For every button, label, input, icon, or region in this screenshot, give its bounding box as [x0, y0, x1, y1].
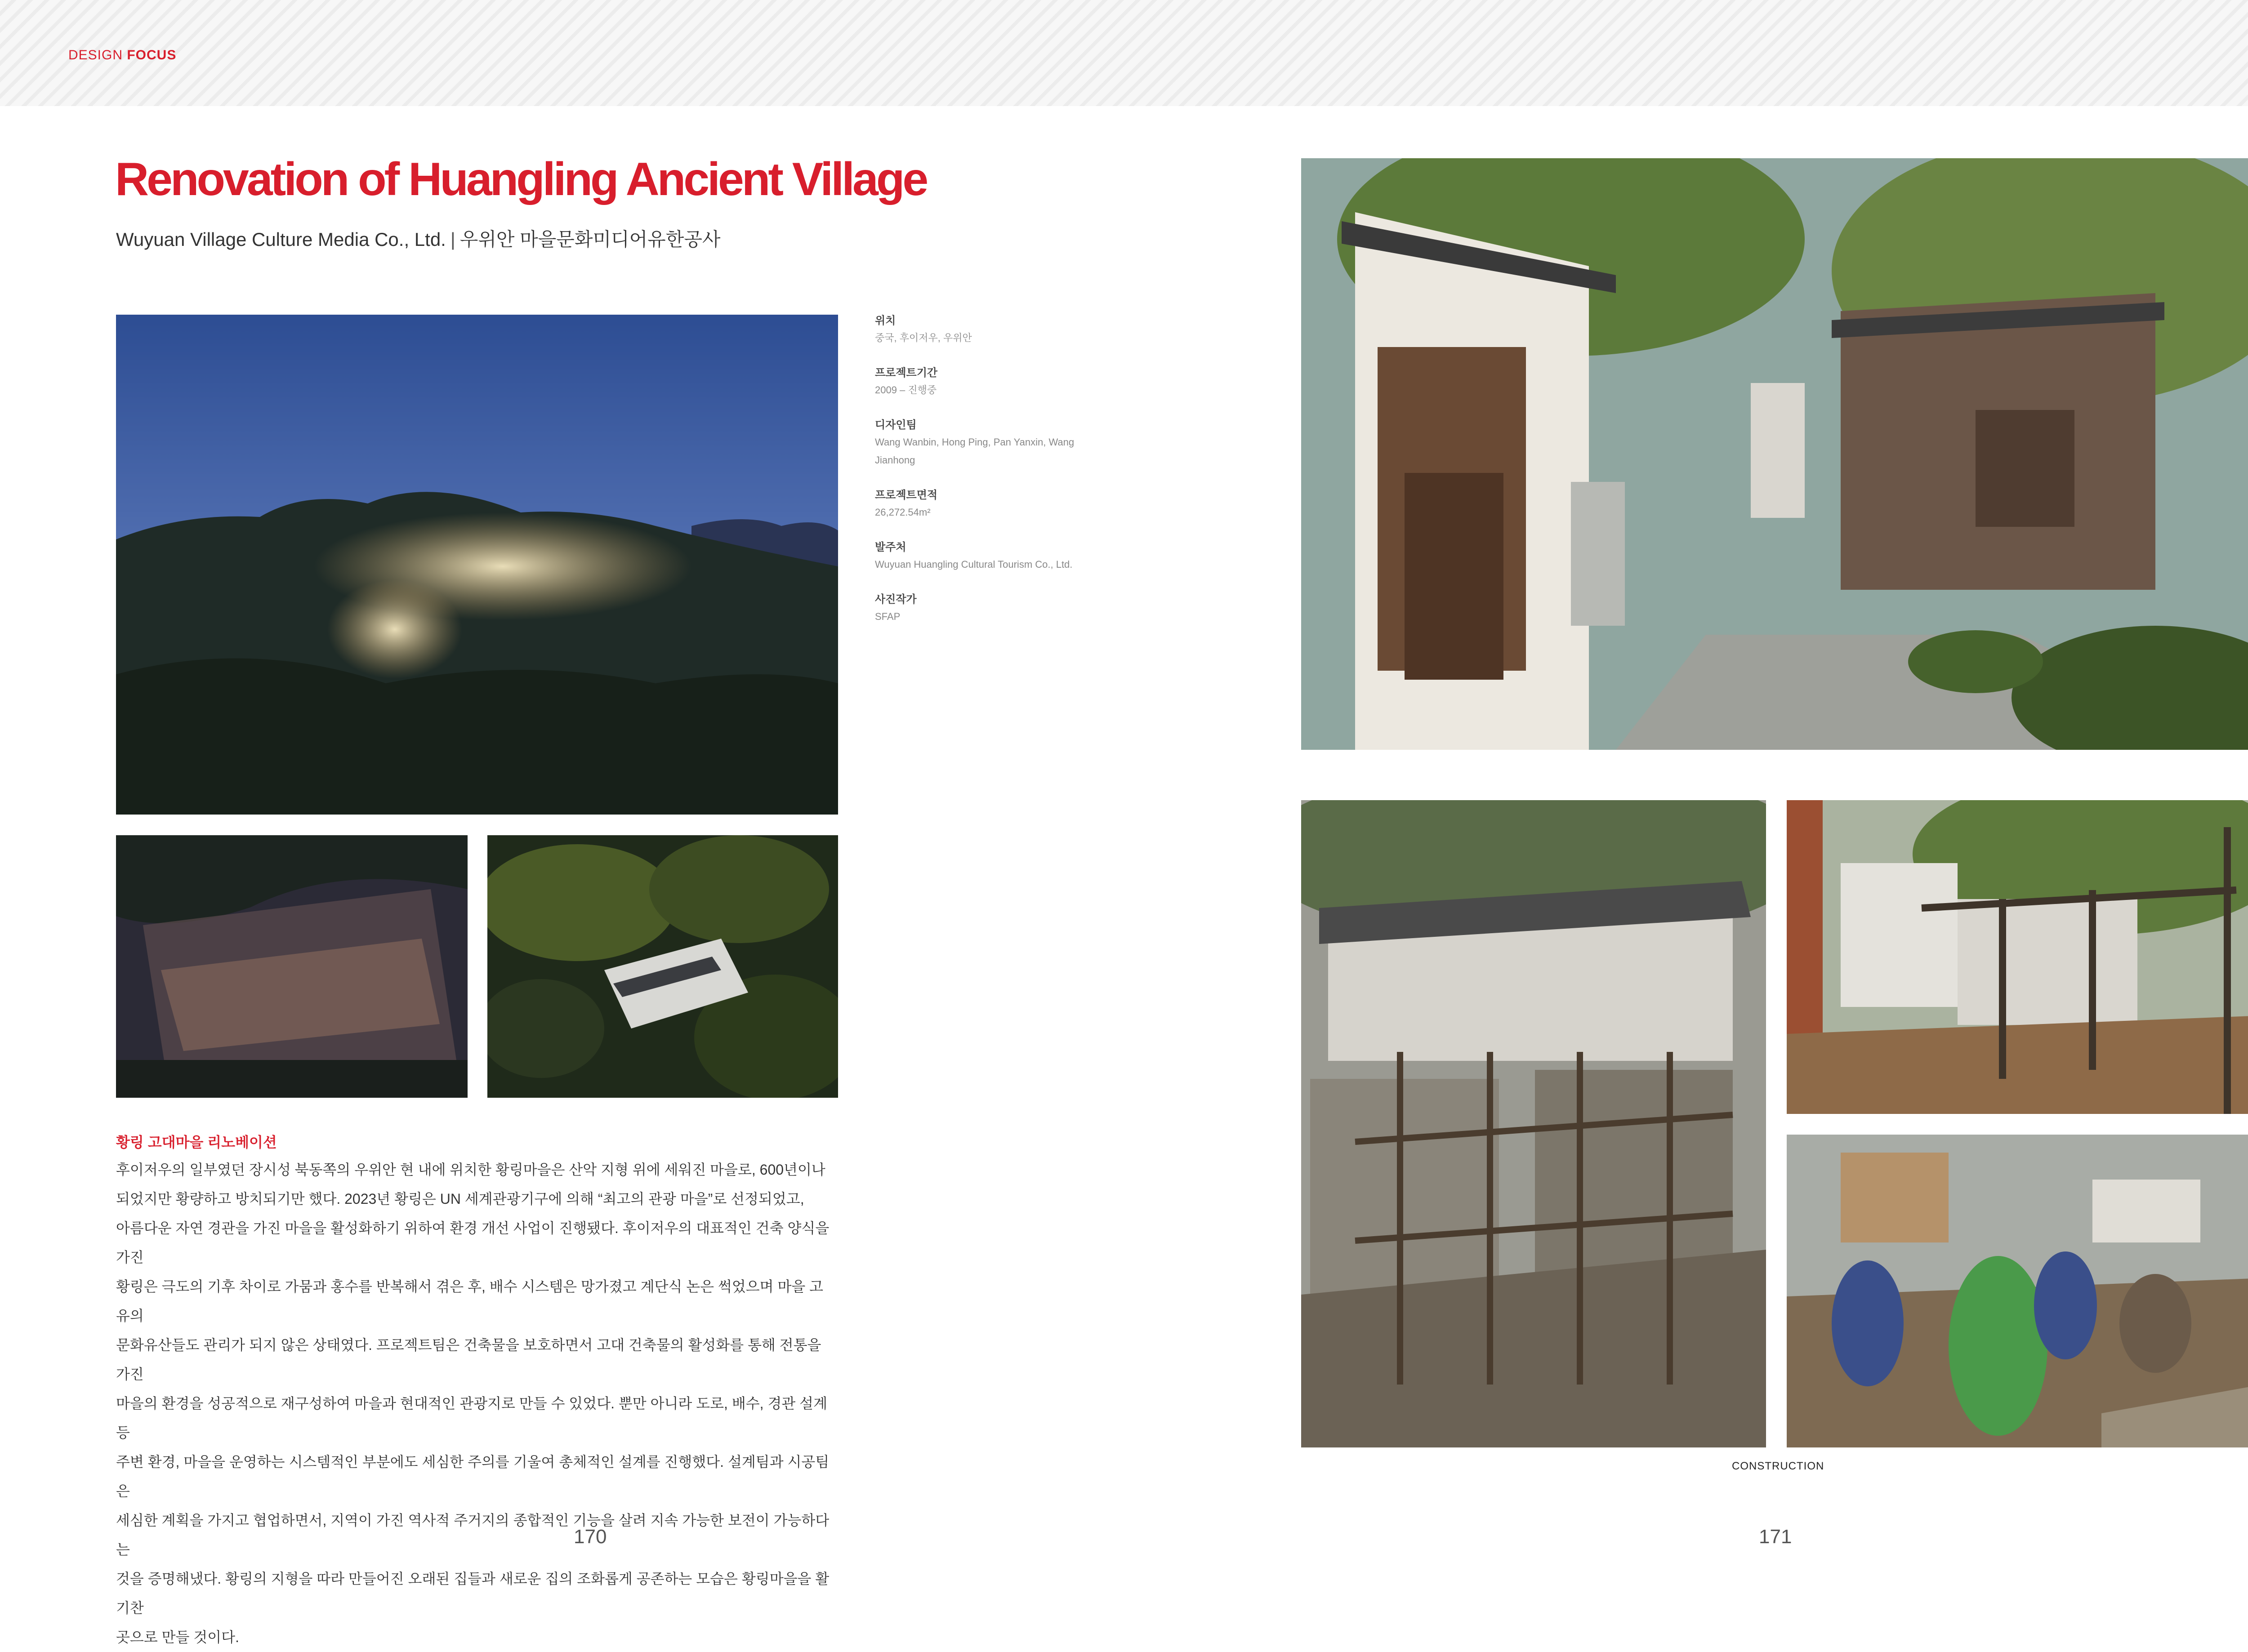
section-label: DESIGN FOCUS: [68, 48, 177, 62]
info-client: 발주처 Wuyuan Huangling Cultural Tourism Co., Ltd.: [875, 541, 1073, 570]
body-line: 아름다운 자연 경관을 가진 마을을 활성화하기 위하여 환경 개선 사업이 진행됐다. 후이저우의 대표적인 건축 양식을 가진: [116, 1220, 830, 1265]
project-info: [875, 313, 1109, 644]
subtitle-english: Wuyuan Village Culture Media Co., Ltd.: [116, 229, 446, 250]
article-subtitle: [116, 225, 720, 252]
body-line: 황링은 극도의 기후 차이로 가뭄과 홍수를 반복해서 겪은 후, 배수 시스템은 망가졌고 계단식 논은 썩었으며 마을 고유의: [116, 1278, 824, 1324]
info-photographer: 사진작가 SFAP: [875, 593, 917, 622]
info-area: 프로젝트면적 26,272.54m²: [875, 489, 938, 518]
body-heading: 황링 고대마을 리노베이션: [116, 1134, 277, 1150]
village-aerial-photo: [487, 835, 838, 1098]
subtitle-korean: 우위안 마을문화미디어유한공사: [459, 229, 721, 250]
article-title: Renovation of Huangling Ancient Village: [115, 153, 927, 205]
body-line: 문화유산들도 관리가 되지 않은 상태였다. 프로젝트팀은 건축물을 보호하면서 고대 건축물의 활성화를 통해 전통을 가진: [116, 1337, 821, 1382]
construction-scaffold-photo: [1301, 800, 1766, 1447]
page-number-left: 170: [574, 1526, 607, 1548]
info-location: 위치 중국, 후이저우, 우위안: [875, 315, 972, 343]
info-period: 프로젝트기간 2009 – 진행중: [875, 367, 938, 396]
body-line: 후이저우의 일부였던 장시성 북동쪽의 우위안 현 내에 위치한 황링마을은 산악 지형 위에 세워진 마을로, 600년이나: [116, 1162, 825, 1178]
header-band: [0, 0, 2248, 106]
page-number-right: 171: [1759, 1526, 1792, 1548]
body-line: 세심한 계획을 가지고 협업하면서, 지역이 가진 역사적 주거지의 종합적인 기능을 살려 지속 가능한 보전이 가능하다는: [116, 1512, 830, 1558]
construction-caption: CONSTRUCTION: [1732, 1460, 1824, 1472]
info-design-team: 디자인팀 Wang Wanbin, Hong Ping, Pan Yanxin, Wang Jianhong: [875, 419, 1075, 466]
subtitle-separator: |: [450, 229, 455, 250]
body-line: 주변 환경, 마을을 운영하는 시스템적인 부분에도 세심한 주의를 기울여 총체적인 설계를 진행했다. 설계팀과 시공팀은: [116, 1454, 830, 1499]
village-rooftops-photo: [116, 835, 468, 1098]
village-street-photo: [1301, 158, 2248, 750]
body-line: 마을의 환경을 성공적으로 재구성하여 마을과 현대적인 관광지로 만들 수 있었다. 뿐만 아니라 도로, 배수, 경관 설계 등: [116, 1395, 827, 1441]
body-text: [116, 1155, 835, 1652]
body-line: 곳으로 만들 것이다.: [116, 1629, 239, 1645]
body-line: 것을 증명해냈다. 황링의 지형을 따라 만들어진 오래된 집들과 새로운 집의 조화롭게 공존하는 모습은 황링마을을 활기찬: [116, 1571, 830, 1616]
village-night-photo: [116, 315, 838, 815]
construction-workers-photo: [1787, 1135, 2248, 1447]
construction-frame-photo: [1787, 800, 2248, 1114]
body-line: 되었지만 황량하고 방치되기만 했다. 2023년 황링은 UN 세계관광기구에 의해 “최고의 관광 마을”로 선정되었고,: [116, 1191, 804, 1207]
